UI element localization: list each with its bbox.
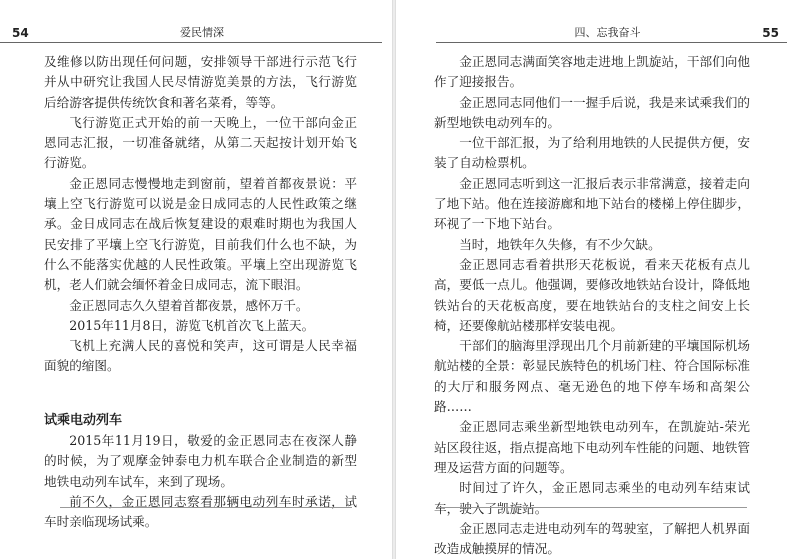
left-page: [0, 0, 392, 559]
left-page-body: [44, 52, 357, 533]
paragraph: 2015年11月8日，游览飞机首次飞上蓝天。: [69, 317, 315, 333]
right-page: [396, 0, 787, 559]
left-page-header: [12, 22, 392, 44]
right-header-rule: [436, 42, 787, 43]
paragraph: 飞行游览正式开始的前一天晚上，一位干部向金正恩同志汇报，一切准备就绪，从第二天起按计划开始飞行游览。: [44, 114, 357, 171]
right-page-header: [436, 22, 779, 44]
section-title: 试乘电动列车: [44, 412, 123, 428]
right-running-title: 四、忘我奋斗: [574, 26, 641, 39]
paragraph: 金正恩同志久久望着首都夜景，感怀万千。: [69, 297, 309, 313]
left-header-rule: [0, 42, 382, 43]
paragraph: 金正恩同志听到这一汇报后表示非常满意，接着走向了地下站。他在连接游廊和地下站台的楼梯上停住脚步，环视了一下地下站台。: [434, 175, 750, 232]
left-running-title: 爱民情深: [180, 26, 224, 39]
paragraph: 金正恩同志走进电动列车的驾驶室，了解把人机界面改造成触摸屏的情况。: [434, 520, 750, 557]
right-page-body: [434, 52, 750, 559]
paragraph: 2015年11月19日，敬爱的金正恩同志在夜深人静的时候，为了观摩金钟泰电力机车联合企业制造的新型地铁电动列车试车，来到了现场。: [44, 433, 357, 489]
paragraph: 飞机上充满人民的喜悦和笑声，这可谓是人民幸福面貌的缩图。: [44, 338, 357, 374]
left-footer-rule: [60, 507, 352, 508]
paragraph: 金正恩同志同他们一一握手后说，我是来试乘我们的新型地铁电动列车的。: [434, 94, 750, 130]
left-page-number: 54: [12, 26, 29, 40]
paragraph: 时间过了许久，金正恩同志乘坐的电动列车结束试车，驶入了凯旋站。: [434, 480, 750, 516]
paragraph: 金正恩同志满面笑容地走进地上凯旋站，干部们向他作了迎接报告。: [434, 54, 750, 90]
paragraph: 干部们的脑海里浮现出几个月前新建的平壤国际机场航站楼的全景：彰显民族特色的机场门柱、符合国际标准的大厅和服务网点、毫无逊色的地下停车场和高架公路……: [434, 338, 750, 415]
paragraph: 一位干部汇报，为了给利用地铁的人民提供方便，安装了自动检票机。: [434, 135, 750, 171]
paragraph: 前不久，金正恩同志察看那辆电动列车时承诺，试车时亲临现场试乘。: [44, 493, 357, 530]
paragraph: 及维修以防出现任何问题，安排领导干部进行示范飞行并从中研究让我国人民尽情游览美景的方法，飞行游览后给游客提供传统饮食和著名菜肴，等等。: [44, 54, 357, 110]
paragraph: 金正恩同志慢慢地走到窗前，望着首都夜景说：平壤上空飞行游览可以说是金日成同志的人民性政策之继承。金日成同志在战后恢复建设的艰难时期也为我国人民安排了平壤上空飞行游览，目前我们什么也不缺，为什么不能落实优越的人民性政策。平壤上空出现游览飞机，老人们就会缅怀着金日成同志，流下眼泪。: [44, 175, 357, 293]
right-page-number: 55: [762, 26, 779, 40]
paragraph: 当时，地铁年久失修，有不少欠缺。: [459, 236, 661, 252]
paragraph: 金正恩同志乘坐新型地铁电动列车，在凯旋站-荣光站区段往返，指点提高地下电动列车性能的问题、地铁管理及运营方面的问题等。: [434, 419, 750, 475]
paragraph: 金正恩同志看着拱形天花板说，看来天花板有点儿高，要低一点儿。他强调，要修改地铁站台设计，降低地铁站台的天花板高度，要在地铁站台的支柱之间安上长椅，还要像航站楼那样安装电视。: [434, 256, 750, 333]
right-footer-rule: [436, 507, 747, 508]
